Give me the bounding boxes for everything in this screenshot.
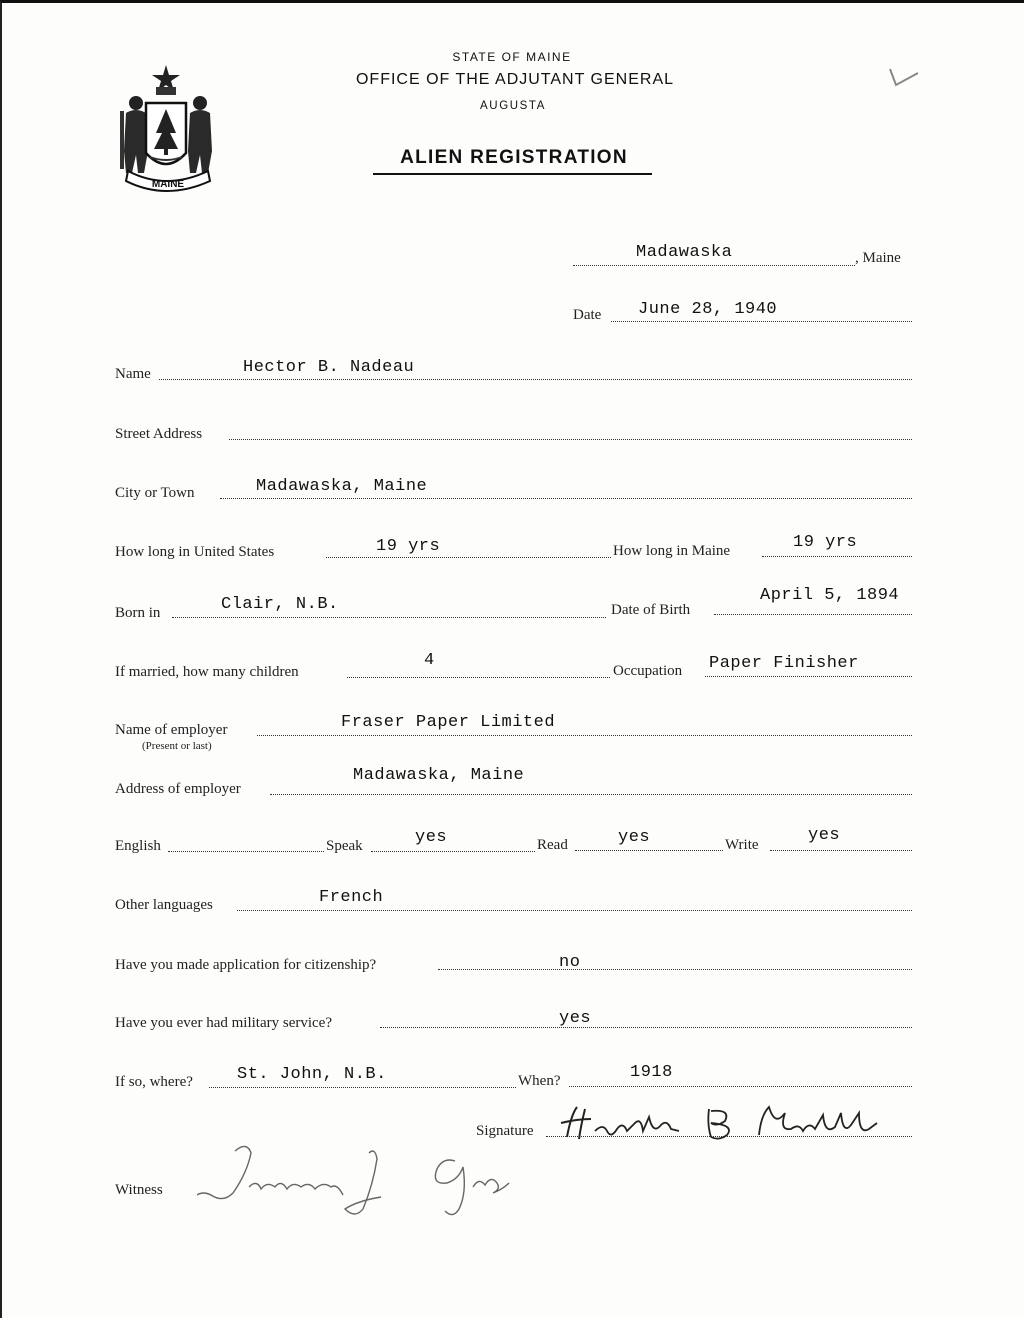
witness-signature-image xyxy=(197,1139,527,1223)
seal-banner-text: MAINE xyxy=(151,179,185,190)
born-in-value: Clair, N.B. xyxy=(221,595,339,614)
name-value: Hector B. Nadeau xyxy=(243,358,415,377)
location-suffix: , Maine xyxy=(855,250,901,266)
street-label: Street Address xyxy=(115,426,203,442)
employer-value: Fraser Paper Limited xyxy=(341,713,556,732)
where-label: If so, where? xyxy=(115,1074,193,1090)
when-line xyxy=(569,1086,912,1087)
employer-line xyxy=(257,735,912,736)
years-us-value: 19 yrs xyxy=(376,537,441,556)
employer-label: Name of employer xyxy=(115,722,228,738)
read-label: Read xyxy=(537,837,568,853)
other-languages-value: French xyxy=(319,888,384,907)
occupation-value: Paper Finisher xyxy=(709,654,859,673)
children-value: 4 xyxy=(424,651,435,670)
occupation-line xyxy=(705,676,912,677)
birth-date-line xyxy=(714,614,912,615)
city-line xyxy=(220,498,912,499)
employer-address-line xyxy=(270,794,912,795)
speak-value: yes xyxy=(415,828,448,847)
english-line xyxy=(168,851,324,852)
read-value: yes xyxy=(618,828,651,847)
location-town-value: Madawaska xyxy=(636,243,733,262)
birth-date-value: April 5, 1894 xyxy=(760,586,900,605)
military-value: yes xyxy=(559,1009,592,1028)
city-label: City or Town xyxy=(115,485,195,501)
years-maine-label: How long in Maine xyxy=(613,543,731,559)
years-maine-line xyxy=(762,556,912,557)
years-us-label: How long in United States xyxy=(115,544,275,560)
header-office: OFFICE OF THE ADJUTANT GENERAL xyxy=(355,71,675,88)
location-line xyxy=(573,265,855,266)
speak-label: Speak xyxy=(326,838,363,854)
date-line xyxy=(611,321,912,322)
citizenship-label: Have you made application for citizenship? xyxy=(115,957,377,973)
title-underline xyxy=(373,173,652,175)
speak-line xyxy=(371,851,535,852)
years-us-line xyxy=(326,557,611,558)
name-line xyxy=(159,379,912,380)
witness-label: Witness xyxy=(115,1182,163,1198)
write-line xyxy=(770,850,912,851)
employer-address-label: Address of employer xyxy=(115,781,241,797)
born-in-line xyxy=(172,617,606,618)
form-title: ALIEN REGISTRATION xyxy=(400,147,628,168)
where-line xyxy=(209,1087,516,1088)
date-label: Date xyxy=(573,307,602,323)
city-value: Madawaska, Maine xyxy=(256,477,428,496)
other-languages-label: Other languages xyxy=(115,897,213,913)
military-label: Have you ever had military service? xyxy=(115,1015,332,1031)
when-value: 1918 xyxy=(630,1063,673,1082)
born-in-label: Born in xyxy=(115,605,161,621)
citizenship-value: no xyxy=(559,953,581,972)
where-value: St. John, N.B. xyxy=(237,1065,387,1084)
years-maine-value: 19 yrs xyxy=(793,533,858,552)
street-line xyxy=(229,439,912,440)
employer-address-value: Madawaska, Maine xyxy=(353,766,525,785)
header-state: STATE OF MAINE xyxy=(452,50,572,64)
military-line xyxy=(380,1027,912,1028)
english-label: English xyxy=(115,838,161,854)
employer-sublabel: (Present or last) xyxy=(142,740,212,752)
date-value: June 28, 1940 xyxy=(638,300,778,319)
read-line xyxy=(575,850,723,851)
birth-date-label: Date of Birth xyxy=(611,602,691,618)
header-city: AUGUSTA xyxy=(480,100,546,112)
write-value: yes xyxy=(808,826,841,845)
occupation-label: Occupation xyxy=(613,663,683,679)
children-line xyxy=(347,677,610,678)
signature-label: Signature xyxy=(476,1123,534,1139)
when-label: When? xyxy=(518,1073,561,1089)
citizenship-line xyxy=(438,969,912,970)
other-languages-line xyxy=(237,910,912,911)
write-label: Write xyxy=(725,837,759,853)
name-label: Name xyxy=(115,366,151,382)
signature-image xyxy=(547,1101,907,1145)
children-label: If married, how many children xyxy=(115,664,299,680)
